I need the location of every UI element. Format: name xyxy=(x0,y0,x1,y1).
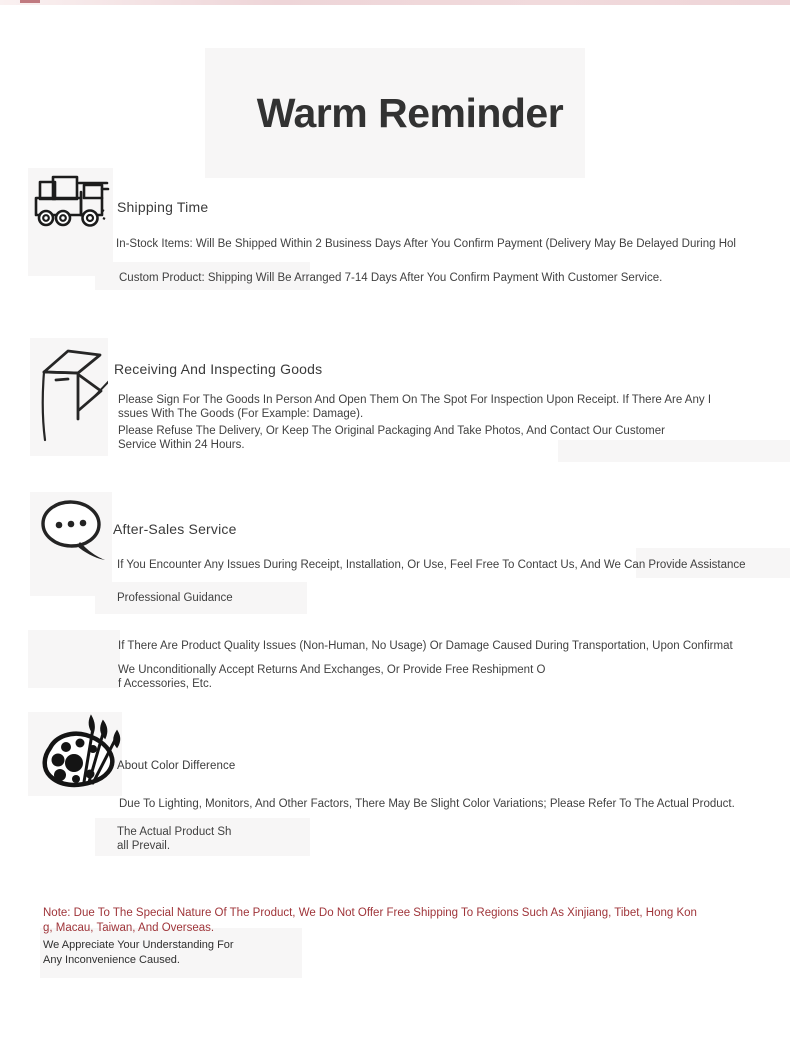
shipping-restriction-note xyxy=(43,906,697,935)
text-line: If There Are Product Quality Issues (Non-Human, No Usage) Or Damage Caused During Transportation, Upon Confirmat xyxy=(118,640,733,652)
color-paragraph-2 xyxy=(117,826,231,853)
after-sales-paragraph-2 xyxy=(117,592,233,606)
chat-bubble-icon xyxy=(38,497,108,561)
text-line: Due To Lighting, Monitors, And Other Factors, There May Be Slight Color Variations; Please Refer To The Actual Product. xyxy=(119,798,735,810)
text-line: Please Refuse The Delivery, Or Keep The Original Packaging And Take Photos, And Contact Our Customer xyxy=(118,425,665,437)
receiving-paragraph-1 xyxy=(118,394,711,421)
shipping-paragraph-2 xyxy=(119,272,662,286)
section-heading-color-difference: About Color Difference xyxy=(117,760,236,772)
text-line: f Accessories, Etc. xyxy=(118,677,212,690)
section-heading-shipping-time: Shipping Time xyxy=(117,199,209,215)
text-line: Custom Product: Shipping Will Be Arranged 7-14 Days After You Confirm Payment With Customer Service. xyxy=(119,272,663,284)
text-line: Service Within 24 Hours. xyxy=(118,438,245,451)
section-heading-receiving: Receiving And Inspecting Goods xyxy=(114,361,323,377)
text-line: Note: Due To The Special Nature Of The Product, We Do Not Offer Free Shipping To Regions Such As Xinjiang, Tibet, Hong Kon xyxy=(43,907,697,919)
text-line: ssues With The Goods (For Example: Damage). xyxy=(118,407,364,420)
shipping-paragraph-1 xyxy=(116,238,736,252)
top-accent-bar xyxy=(0,0,790,5)
text-line: The Actual Product Sh xyxy=(117,826,232,838)
text-line: Professional Guidance xyxy=(117,592,233,604)
open-box-icon xyxy=(38,342,108,444)
text-line: If You Encounter Any Issues During Receipt, Installation, Or Use, Feel Free To Contact Us, And We Can Provide Assistance xyxy=(117,559,746,571)
text-line: We Unconditionally Accept Returns And Exchanges, Or Provide Free Reshipment O xyxy=(118,664,546,676)
after-sales-paragraph-4 xyxy=(118,664,545,691)
palette-icon xyxy=(36,712,124,794)
text-line: all Prevail. xyxy=(117,839,171,852)
section-heading-after-sales: After-Sales Service xyxy=(113,521,237,537)
text-line: Any Inconvenience Caused. xyxy=(43,953,180,966)
text-line: g, Macau, Taiwan, And Overseas. xyxy=(43,921,215,934)
closing-statement xyxy=(43,938,234,967)
top-accent-bar-segment xyxy=(20,0,40,3)
text-line: Please Sign For The Goods In Person And Open Them On The Spot For Inspection Upon Receipt. If There Are Any I xyxy=(118,394,712,406)
background-block xyxy=(28,630,120,688)
receiving-paragraph-2 xyxy=(118,425,665,452)
text-line: We Appreciate Your Understanding For xyxy=(43,939,234,951)
page-title: Warm Reminder xyxy=(256,90,564,136)
after-sales-paragraph-3 xyxy=(118,640,733,654)
text-line: In-Stock Items: Will Be Shipped Within 2 Business Days After You Confirm Payment (Delivery May Be Delayed During Hol xyxy=(116,238,736,250)
color-paragraph-1 xyxy=(119,798,735,812)
after-sales-paragraph-1 xyxy=(117,559,746,573)
truck-icon xyxy=(33,172,113,228)
